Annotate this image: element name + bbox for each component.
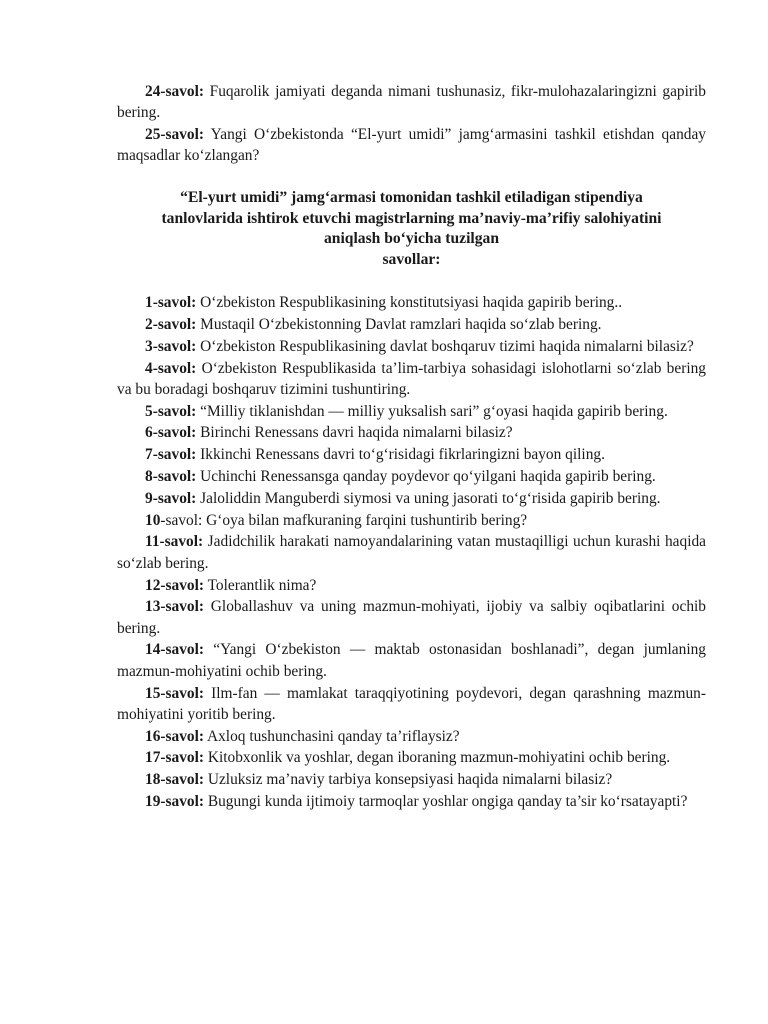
question-13	[117, 596, 706, 639]
question-label: 13-savol:	[145, 598, 204, 616]
question-label: 25-savol:	[145, 125, 204, 143]
question-8	[117, 466, 706, 487]
question-label: 15-savol:	[145, 684, 204, 702]
question-label: 16-savol:	[145, 727, 204, 745]
question-text: O‘zbekiston Respublikasining davlat boshqaruv tizimi haqida nimalarni bilasiz?	[196, 337, 694, 355]
question-1	[117, 292, 706, 313]
question-text: “Yangi O‘zbekiston — maktab ostonasidan boshlanadi”, degan jumlaning mazmun-mohiyatini ochib bering.	[117, 641, 706, 680]
question-18	[117, 769, 706, 790]
questions-list	[117, 292, 706, 812]
question-text: Bugungi kunda ijtimoiy tarmoqlar yoshlar ongiga qanday ta’sir ko‘rsatayapti?	[204, 793, 688, 811]
question-text: “Milliy tiklanishdan — milliy yuksalish sari” g‘oyasi haqida gapirib bering.	[196, 402, 668, 420]
question-label: 4-savol:	[145, 359, 197, 377]
question-4	[117, 358, 706, 401]
question-text: Ilm-fan — mamlakat taraqqiyotining poydevori, degan qarashning mazmun-mohiyatini yoritib bering.	[117, 684, 706, 723]
question-text: Fuqarolik jamiyati deganda nimani tushunasiz, fikr-mulohazalaringizni gapirib bering.	[117, 83, 706, 122]
question-text: Ikkinchi Renessans davri to‘g‘risidagi fikrlaringizni bayon qiling.	[196, 446, 605, 464]
question-5	[117, 401, 706, 422]
question-text: Jaloliddin Manguberdi siymosi va uning jasorati to‘g‘risida gapirib bering.	[196, 489, 661, 507]
intro-questions	[117, 81, 706, 166]
question-7	[117, 444, 706, 465]
question-text: Kitobxonlik va yoshlar, degan iboraning mazmun-mohiyatini ochib bering.	[204, 749, 671, 767]
question-text: G‘oya bilan mafkuraning farqini tushuntirib bering?	[202, 511, 528, 529]
question-text: Uchinchi Renessansga qanday poydevor qo‘yilgani haqida gapirib bering.	[196, 468, 656, 486]
question-text: Jadidchilik harakati namoyandalarining vatan mustaqilligi uchun kurashi haqida so‘zlab bering.	[117, 533, 706, 572]
heading-line-2: tanlovlarida ishtirok etuvchi magistrlarning ma’naviy-ma’rifiy salohiyatini	[161, 209, 662, 227]
question-15	[117, 683, 706, 726]
heading-line-1: “El-yurt umidi” jamg‘armasi tomonidan tashkil etiladigan stipendiya	[180, 189, 643, 207]
question-text: O‘zbekiston Respublikasida ta’lim-tarbiya sohasidagi islohotlarni so‘zlab bering va bu boradagi boshqaruv tizimini tushuntiring.	[117, 359, 706, 398]
question-label: 14-savol:	[145, 641, 204, 659]
question-label: 8-savol:	[145, 468, 197, 486]
question-label: 6-savol:	[145, 424, 197, 442]
question-16	[117, 726, 706, 747]
question-25	[117, 124, 706, 167]
question-label: 12-savol:	[145, 576, 204, 594]
question-text: O‘zbekiston Respublikasining konstitutsiyasi haqida gapirib bering..	[196, 294, 623, 312]
question-14	[117, 639, 706, 682]
question-text: Tolerantlik nima?	[204, 576, 317, 594]
question-label: 19-savol:	[145, 793, 204, 811]
question-3	[117, 336, 706, 357]
question-text: Globallashuv va uning mazmun-mohiyati, ijobiy va salbiy oqibatlarini ochib bering.	[117, 598, 706, 637]
heading-line-4: savollar:	[382, 250, 441, 268]
document-page	[117, 81, 706, 813]
question-label-rest: -savol:	[160, 511, 203, 529]
question-text: Birinchi Renessans davri haqida nimalarni bilasiz?	[196, 424, 513, 442]
question-19	[117, 791, 706, 812]
question-label: 10	[145, 511, 161, 529]
question-label: 7-savol:	[145, 446, 197, 464]
question-label: 2-savol:	[145, 315, 197, 333]
question-text: Uzluksiz ma’naviy tarbiya konsepsiyasi haqida nimalarni bilasiz?	[204, 771, 613, 789]
question-12	[117, 575, 706, 596]
question-label: 18-savol:	[145, 771, 204, 789]
question-text: Axloq tushunchasini qanday ta’riflaysiz?	[204, 727, 460, 745]
question-label: 3-savol:	[145, 337, 197, 355]
heading-line-3: aniqlash bo‘yicha tuzilgan	[323, 230, 500, 248]
question-text: Yangi O‘zbekistonda “El-yurt umidi” jamg‘armasini tashkil etishdan qanday maqsadlar ko‘zlangan?	[117, 125, 706, 164]
question-label: 17-savol:	[145, 749, 204, 767]
question-10	[117, 510, 706, 531]
question-text: Mustaqil O‘zbekistonning Davlat ramzlari haqida so‘zlab bering.	[196, 315, 602, 333]
question-label: 1-savol:	[145, 294, 197, 312]
question-label: 9-savol:	[145, 489, 197, 507]
question-label: 24-savol:	[145, 83, 204, 100]
question-11	[117, 531, 706, 574]
section-heading	[117, 188, 706, 270]
question-2	[117, 314, 706, 335]
question-6	[117, 422, 706, 443]
question-label: 5-savol:	[145, 402, 197, 420]
question-24	[117, 81, 706, 124]
question-17	[117, 747, 706, 768]
question-9	[117, 488, 706, 509]
question-label: 11-savol:	[145, 533, 204, 551]
